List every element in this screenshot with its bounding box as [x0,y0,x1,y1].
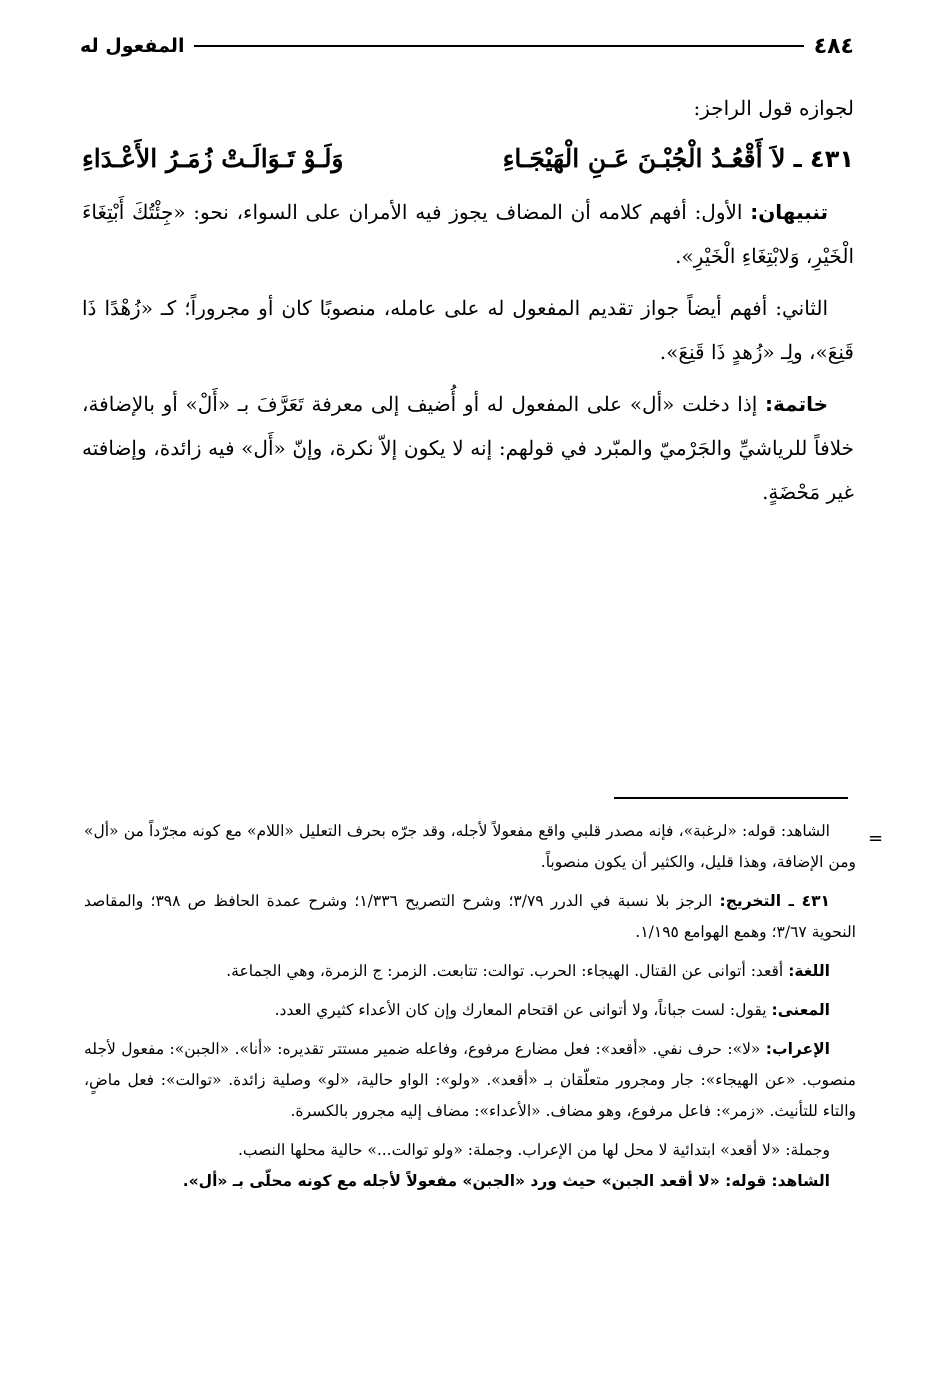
tanbihan-label: تنبيهان: [750,200,829,224]
footnote-separator [614,797,848,799]
paragraph-tanbihan [82,190,854,278]
lugha-text: أقعد: أتوانى عن القتال. الهيجاء: الحرب. توالت: تتابعت. الزمر: ج الزمرة، وهي الجماعة. [226,962,784,980]
footnote-maana [84,995,856,1026]
verse-431 [82,134,854,184]
footnotes [84,816,856,1197]
header-rule [194,45,803,47]
tanbihan-text: الأول: أفهم كلامه أن المضاف يجوز فيه الأمران على السواء، نحو: «جِئْتُكَ أَبْتِغَاءَ الْخَيْرِ، وَلابْتِغَاءِ الْخَيْرِ». [82,200,854,268]
footnote-shahid-prev: الشاهد: قوله: «لرغبة»، فإنه مصدر قلبي واقع مفعولاً لأجله، وقد جرّه بحرف التعليل «اللام» مع كونه مجرّداً من «أل» ومن الإضافة، وهذا قليل، والكثير أن يكون منصوباً. [84,822,856,871]
page-number: ٤٨٤ [813,33,854,59]
khatima-label: خاتمة: [765,392,828,416]
footnote-lugha [84,956,856,987]
continuation-mark: = [868,828,884,849]
verse-second-hemistich: وَلَـوْ تَـوَالَـتْ زُمَـرُ الأَعْـدَاءِ [81,144,344,173]
running-title: المفعول له [80,35,185,57]
irab-label: الإعراب: [765,1040,830,1058]
footnote-jumla: وجملة: «لا أقعد» ابتدائية لا محل لها من الإعراب. وجملة: «ولو توالت...» حالية محلها النصب. [237,1141,830,1159]
intro-line: لجوازه قول الراجز: [693,96,854,120]
shahid-text: قوله: «لا أقعد الجبن» حيث ورد «الجبن» مفعولاً لأجله مع كونه محلّى بـ «أل». [182,1172,767,1190]
takhrij-label: ٤٣١ ـ التخريج: [719,892,830,910]
main-text [82,86,854,514]
footnote-irab [84,1034,856,1127]
irab-text: «لا»: حرف نفي. «أقعد»: فعل مضارع مرفوع، وفاعله ضمير مستتر تقديره: «أنا». «الجبن»: مفعول لأجله منصوب. «عن الهيجاء»: جار ومجرور متعلّقان بـ «أقعد». «ولو»: الواو حالية، «لو» وصلية زائدة. «توالت»: فعل ماضٍ، والتاء للتأنيث. «زمر»: فاعل مرفوع، وهو مضاف. «الأعداء»: مضاف إليه مجرور بالكسرة. [84,1040,856,1120]
khatima-text: إذا دخلت «أل» على المفعول له أو أُضيف إلى معرفة تَعَرَّفَ بـ «أَلْ» أو بالإضافة، خلافاً للرياشيِّ والجَرْميّ والمبّرد في قولهم: إنه لا يكون إلاّ نكرة، وإنّ «أَل» فيه زائدة، وإضافته غير مَحْضَةٍ. [82,392,854,504]
paragraph-khatima [82,382,854,514]
shahid-label: الشاهد: [771,1172,830,1190]
paragraph-second: الثاني: أفهم أيضاً جواز تقديم المفعول له على عامله، منصوبًا كان أو مجروراً؛ كـ «زُهْدًا ذَا قَنِعَ»، ولِـ «زُهدٍ ذَا قَنِعَ». [82,296,854,364]
verse-first-hemistich: لاَ أَقْعُـدُ الْجُبْـنَ عَـنِ الْهَيْجَـاءِ [502,144,786,173]
takhrij-text: الرجز بلا نسبة في الدرر ٣/٧٩؛ وشرح التصريح ١/٣٣٦؛ وشرح عمدة الحافظ ص ٣٩٨؛ والمقاصد النحوية ٣/٦٧؛ وهمع الهوامع ١/١٩٥. [84,892,856,941]
lugha-label: اللغة: [788,962,830,980]
maana-text: يقول: لست جباناً، ولا أتوانى عن اقتحام المعارك وإن كان الأعداء كثيري العدد. [274,1001,767,1019]
verse-number: ٤٣١ ـ [793,145,854,173]
footnote-takhrij [84,886,856,948]
maana-label: المعنى: [771,1001,830,1019]
page-header [80,30,854,62]
footnote-shahid [84,1166,856,1197]
